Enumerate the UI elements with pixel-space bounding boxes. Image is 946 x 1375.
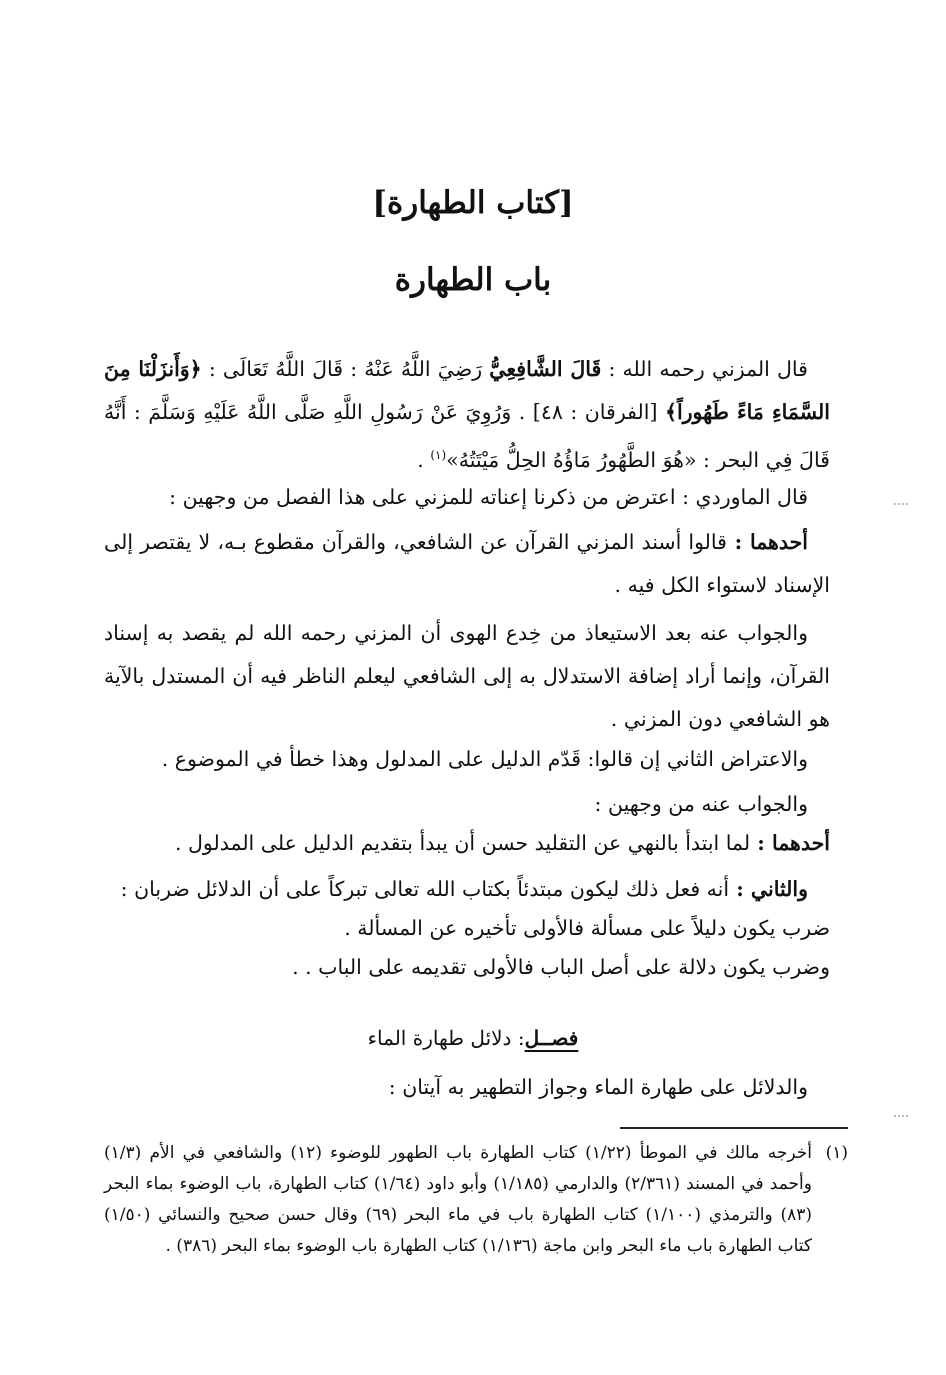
footnote-marker: (١) [430, 448, 447, 462]
paragraph-second-answer [104, 868, 830, 911]
first-answer-lead: أحدهما : [750, 831, 830, 855]
opening-tail: . [417, 447, 431, 472]
opening-ref: [الفرقان : ٤٨] . وَرُوِيَ عَنْ رَسُولِ اللَّهِ صَلَّى اللَّهُ عَلَيْهِ وَسَلَّمَ : أَنَّهُ قَالَ فِي البحر : «هُوَ الطَّهُورُ مَاؤُهُ الحِلُّ مَيْتَتُهُ» [104, 400, 830, 472]
paragraph-type-two [104, 946, 830, 989]
paragraph-mawardi [104, 476, 830, 519]
water-evidence-text: والدلائل على طهارة الماء وجواز التطهير به آيتان : [388, 1075, 808, 1099]
paragraph-answer-one [104, 612, 830, 741]
second-answer-text: أنه فعل ذلك ليكون مبتدئاً بكتاب الله تعالى تبركاً على أن الدلائل ضربان : [120, 877, 730, 901]
shafii-saying: قَالَ الشَّافِعِيُّ [489, 357, 602, 381]
scan-mark [894, 1115, 908, 1117]
paragraph-opening [104, 348, 830, 482]
paragraph-first-objection [104, 521, 830, 607]
paragraph-second-objection [104, 738, 830, 781]
mawardi-text: قال الماوردي : اعترض من ذكرنا إعناته للمزني على هذا الفصل من وجهين : [169, 485, 808, 509]
paragraph-first-answer [104, 822, 830, 865]
scan-mark [894, 503, 908, 505]
footnote-text: أخرجه مالك في الموطأ (١/٢٢) كتاب الطهارة باب الطهور للوضوء (١٢) والشافعي في الأم (١/٣) وأحمد في المسند (٢/٣٦١) والدارمي (١/١٨٥) وأبو داود (١/٦٤) كتاب الطهارة، باب الوضوء بماء البحر (٨٣) والترمذي (١/١٠٠) كتاب الطهارة باب في ماء البحر (٦٩) وقال حسن صحيح والنسائي (١/٥٠) كتاب الطهارة باب ماء البحر وابن ماجة (١/١٣٦) كتاب الطهارة باب الوضوء بماء البحر (٣٨٦) . [104, 1143, 813, 1256]
quran-verse: ﴿وَأَنزَلْنَا مِنَ السَّمَاءِ مَاءً طَهُوراً﴾ [104, 357, 830, 424]
first-objection-lead: أحدهما : [726, 530, 808, 554]
first-objection-text: قالوا أسند المزني القرآن عن الشافعي، والقرآن مقطوع بـه، لا يقتصر إلى الإسناد لاستواء الكل فيه . [104, 530, 830, 597]
section-label: فصــل [524, 1026, 579, 1050]
paragraph-answer-two-intro [104, 783, 830, 826]
first-answer-text: لما ابتدأ بالنهي عن التقليد حسن أن يبدأ بتقديم الدليل على المدلول . [174, 831, 751, 855]
second-answer-lead: والثاني : [729, 877, 808, 901]
footnote-number: (١) [825, 1143, 848, 1163]
opening-mid: رَضِيَ اللَّهُ عَنْهُ : قَالَ اللَّهُ تَعَالَى : [201, 357, 490, 381]
paragraph-water-evidence [104, 1066, 830, 1109]
section-title: : دلائل طهارة الماء [367, 1026, 525, 1050]
answer-one-text: والجواب عنه بعد الاستيعاذ من خِدع الهوى أن المزني رحمه الله لم يقصد به إسناد القرآن، وإنما أراد إضافة الاستدلال به إلى الشافعي ليعلم الناظر فيه أن المستدل بالآية هو الشافعي دون المزني . [104, 621, 830, 731]
book-title: [كتاب الطهارة] [372, 185, 574, 221]
answer-two-intro-text: والجواب عنه من وجهين : [594, 792, 808, 816]
section-heading [0, 1026, 946, 1050]
chapter-title: باب الطهارة [394, 262, 552, 298]
type-two-text: وضرب يكون دلالة على أصل الباب فالأولى تقديمه على الباب . . [292, 955, 830, 979]
footnote-rule [620, 1127, 848, 1129]
opening-intro: قال المزني رحمه الله : [601, 357, 808, 381]
type-one-text: ضرب يكون دليلاً على مسألة فالأولى تأخيره عن المسألة . [344, 916, 830, 940]
paragraph-type-one [104, 907, 830, 950]
second-objection-text: والاعتراض الثاني إن قالوا: قَدّم الدليل على المدلول وهذا خطأ في الموضوع . [161, 747, 808, 771]
